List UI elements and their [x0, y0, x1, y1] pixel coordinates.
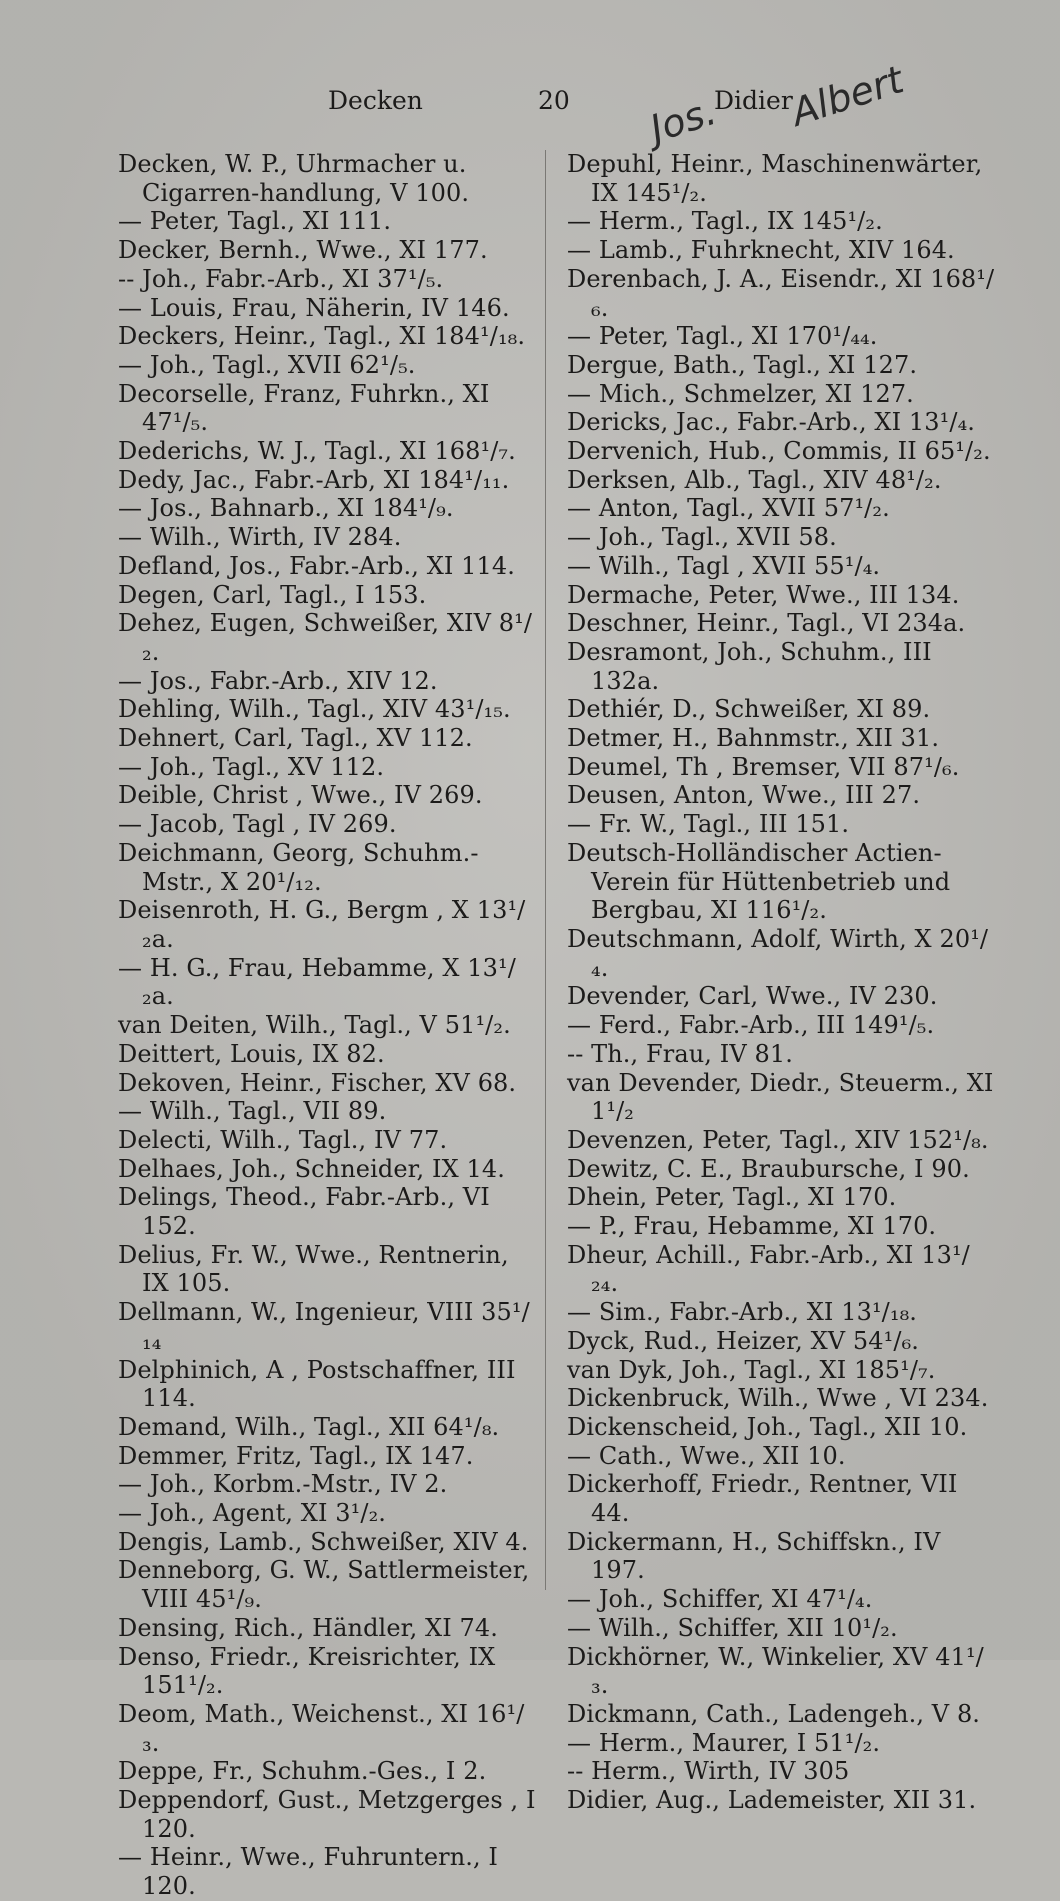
directory-entry: Desramont, Joh., Schuhm., III 132a. [567, 637, 932, 695]
directory-entry: Decker, Bernh., Wwe., XI 177. [118, 236, 488, 265]
directory-entry: Demmer, Fritz, Tagl., IX 147. [118, 1441, 474, 1470]
directory-entry: Delings, Theod., Fabr.-Arb., VI 152. [118, 1183, 490, 1241]
directory-entry: — Peter, Tagl., XI 111. [118, 207, 392, 236]
directory-entry: Dervenich, Hub., Commis, II 65¹/₂. [567, 437, 991, 466]
header-last-entry: Didier [714, 86, 793, 115]
directory-entry: Dericks, Jac., Fabr.-Arb., XI 13¹/₄. [567, 408, 976, 437]
directory-entry: Dehez, Eugen, Schweißer, XIV 8¹/₂. [118, 609, 533, 666]
directory-entry: -- Th., Frau, IV 81. [567, 1039, 793, 1068]
header-first-entry: Decken [328, 86, 423, 115]
directory-entry: Delphinich, A , Postschaffner, III 114. [118, 1355, 516, 1413]
directory-entry: — Peter, Tagl., XI 170¹/₄₄. [567, 322, 878, 351]
directory-entry: Delius, Fr. W., Wwe., Rentnerin, IX 105. [118, 1240, 509, 1298]
directory-entry: Deppendorf, Gust., Metzgerges , I 120. [118, 1786, 536, 1843]
directory-entry: — Wilh., Schiffer, XII 10¹/₂. [567, 1613, 898, 1642]
directory-entry: Delhaes, Joh., Schneider, IX 14. [118, 1154, 505, 1183]
directory-entry: — P., Frau, Hebamme, XI 170. [567, 1212, 937, 1241]
directory-entry: Dickhörner, W., Winkelier, XV 41¹/₃. [567, 1642, 984, 1700]
directory-entry: Dedy, Jac., Fabr.-Arb, XI 184¹/₁₁. [118, 465, 510, 494]
directory-entry: Didier, Aug., Lademeister, XII 31. [567, 1786, 977, 1815]
directory-entry: Deittert, Louis, IX 82. [118, 1039, 385, 1068]
directory-entry: Dellmann, W., Ingenieur, VIII 35¹/₁₄ [118, 1298, 530, 1355]
page-number: 20 [538, 86, 570, 115]
directory-entry: Deom, Math., Weichenst., XI 16¹/₃. [118, 1699, 525, 1757]
handwritten-note-2: Albert [786, 57, 909, 135]
directory-entry: Deichmann, Georg, Schuhm.-Mstr., X 20¹/₁₂. [118, 838, 479, 896]
directory-entry: — Wilh., Tagl., VII 89. [118, 1097, 387, 1126]
directory-entry: — Anton, Tagl., XVII 57¹/₂. [567, 494, 890, 523]
directory-entry: Depuhl, Heinr., Maschinenwärter, IX 145¹/₂. [567, 150, 983, 207]
directory-entry: Dickerhoff, Friedr., Rentner, VII 44. [567, 1470, 958, 1528]
column-divider [545, 150, 546, 1590]
directory-entry: van Dyk, Joh., Tagl., XI 185¹/₇. [567, 1355, 936, 1384]
directory-entry: — Jos., Bahnarb., XI 184¹/₉. [118, 494, 454, 523]
directory-entry: Devender, Carl, Wwe., IV 230. [567, 982, 938, 1011]
directory-entry: Derenbach, J. A., Eisendr., XI 168¹/₆. [567, 264, 995, 322]
directory-entry: Deckers, Heinr., Tagl., XI 184¹/₁₈. [118, 322, 526, 351]
directory-entry: Detmer, H., Bahnmstr., XII 31. [567, 724, 940, 753]
directory-entry: Dederichs, W. J., Tagl., XI 168¹/₇. [118, 437, 516, 466]
directory-entry: Deschner, Heinr., Tagl., VI 234a. [567, 609, 966, 638]
directory-entry: — Joh., Schiffer, XI 47¹/₄. [567, 1585, 873, 1614]
directory-entry: — Herm., Tagl., IX 145¹/₂. [567, 207, 883, 236]
directory-entry: Dickenbruck, Wilh., Wwe , VI 234. [567, 1384, 989, 1413]
directory-entry: — Wilh., Wirth, IV 284. [118, 523, 402, 552]
directory-entry: Dehnert, Carl, Tagl., XV 112. [118, 724, 473, 753]
right-column [567, 150, 997, 1815]
directory-entry: Dhein, Peter, Tagl., XI 170. [567, 1183, 897, 1212]
directory-entry: Deutschmann, Adolf, Wirth, X 20¹/₄. [567, 924, 989, 982]
directory-entry: -- Joh., Fabr.-Arb., XI 37¹/₅. [118, 264, 444, 293]
directory-entry: — Ferd., Fabr.-Arb., III 149¹/₅. [567, 1011, 935, 1040]
directory-entry: — Lamb., Fuhrknecht, XIV 164. [567, 236, 955, 265]
directory-entry: — Joh., Tagl., XV 112. [118, 752, 385, 781]
directory-entry: Deible, Christ , Wwe., IV 269. [118, 781, 483, 810]
directory-entry: Degen, Carl, Tagl., I 153. [118, 580, 427, 609]
directory-entry: Dickenscheid, Joh., Tagl., XII 10. [567, 1412, 968, 1441]
left-column [118, 150, 538, 1901]
directory-entry: Dickermann, H., Schiffskn., IV 197. [567, 1527, 941, 1585]
directory-entry: Dyck, Rud., Heizer, XV 54¹/₆. [567, 1326, 920, 1355]
directory-entry: Dehling, Wilh., Tagl., XIV 43¹/₁₅. [118, 695, 511, 724]
directory-entry: — Heinr., Wwe., Fuhruntern., I 120. [118, 1843, 499, 1901]
directory-entry: Decken, W. P., Uhrmacher u. Cigarren-handlung, V 100. [118, 150, 470, 207]
directory-entry: — Jos., Fabr.-Arb., XIV 12. [118, 666, 438, 695]
directory-entry: — Mich., Schmelzer, XI 127. [567, 379, 914, 408]
directory-entry: Defland, Jos., Fabr.-Arb., XI 114. [118, 551, 516, 580]
directory-entry: van Devender, Diedr., Steuerm., XI 1¹/₂ [567, 1068, 994, 1126]
directory-entry: Deumel, Th , Bremser, VII 87¹/₆. [567, 752, 960, 781]
directory-entry: — Wilh., Tagl , XVII 55¹/₄. [567, 551, 881, 580]
directory-entry: Denso, Friedr., Kreisrichter, IX 151¹/₂. [118, 1642, 496, 1700]
directory-entry: -- Herm., Wirth, IV 305 [567, 1757, 850, 1786]
directory-entry: Deutsch-Holländischer Actien-Verein für Hüttenbetrieb und Bergbau, XI 116¹/₂. [567, 838, 951, 925]
directory-entry: Densing, Rich., Händler, XI 74. [118, 1613, 498, 1642]
directory-entry: — Louis, Frau, Näherin, IV 146. [118, 293, 510, 322]
directory-entry: Deusen, Anton, Wwe., III 27. [567, 781, 921, 810]
directory-entry: Derksen, Alb., Tagl., XIV 48¹/₂. [567, 465, 942, 494]
directory-entry: — H. G., Frau, Hebamme, X 13¹/₂a. [118, 953, 516, 1011]
directory-entry: Dickmann, Cath., Ladengeh., V 8. [567, 1699, 981, 1728]
directory-entry: — Cath., Wwe., XII 10. [567, 1441, 846, 1470]
directory-entry: — Joh., Tagl., XVII 58. [567, 523, 837, 552]
directory-entry: Deisenroth, H. G., Bergm , X 13¹/₂a. [118, 896, 526, 953]
directory-entry: — Jacob, Tagl , IV 269. [118, 810, 397, 839]
directory-entry: — Herm., Maurer, I 51¹/₂. [567, 1728, 881, 1757]
directory-entry: Demand, Wilh., Tagl., XII 64¹/₈. [118, 1412, 500, 1441]
directory-entry: — Joh., Korbm.-Mstr., IV 2. [118, 1470, 448, 1499]
directory-entry: — Joh., Tagl., XVII 62¹/₅. [118, 350, 416, 379]
directory-entry: — Sim., Fabr.-Arb., XI 13¹/₁₈. [567, 1298, 918, 1327]
directory-entry: Denneborg, G. W., Sattlermeister, VIII 45¹/₉. [118, 1556, 530, 1614]
directory-entry: Dethiér, D., Schweißer, XI 89. [567, 695, 931, 724]
directory-entry: Dheur, Achill., Fabr.-Arb., XI 13¹/₂₄. [567, 1240, 970, 1298]
directory-entry: — Fr. W., Tagl., III 151. [567, 810, 850, 839]
directory-entry: Dewitz, C. E., Braubursche, I 90. [567, 1154, 970, 1183]
directory-entry: Decorselle, Franz, Fuhrkn., XI 47¹/₅. [118, 379, 490, 437]
directory-entry: Deppe, Fr., Schuhm.-Ges., I 2. [118, 1757, 487, 1786]
directory-entry: Devenzen, Peter, Tagl., XIV 152¹/₈. [567, 1125, 989, 1154]
directory-entry: van Deiten, Wilh., Tagl., V 51¹/₂. [118, 1011, 511, 1040]
directory-entry: Dengis, Lamb., Schweißer, XIV 4. [118, 1527, 529, 1556]
directory-entry: Dermache, Peter, Wwe., III 134. [567, 580, 960, 609]
directory-entry: Dergue, Bath., Tagl., XI 127. [567, 350, 918, 379]
directory-entry: — Joh., Agent, XI 3¹/₂. [118, 1499, 387, 1528]
directory-entry: Dekoven, Heinr., Fischer, XV 68. [118, 1068, 517, 1097]
handwritten-note-1: Jos. [644, 88, 722, 152]
directory-entry: Delecti, Wilh., Tagl., IV 77. [118, 1125, 448, 1154]
